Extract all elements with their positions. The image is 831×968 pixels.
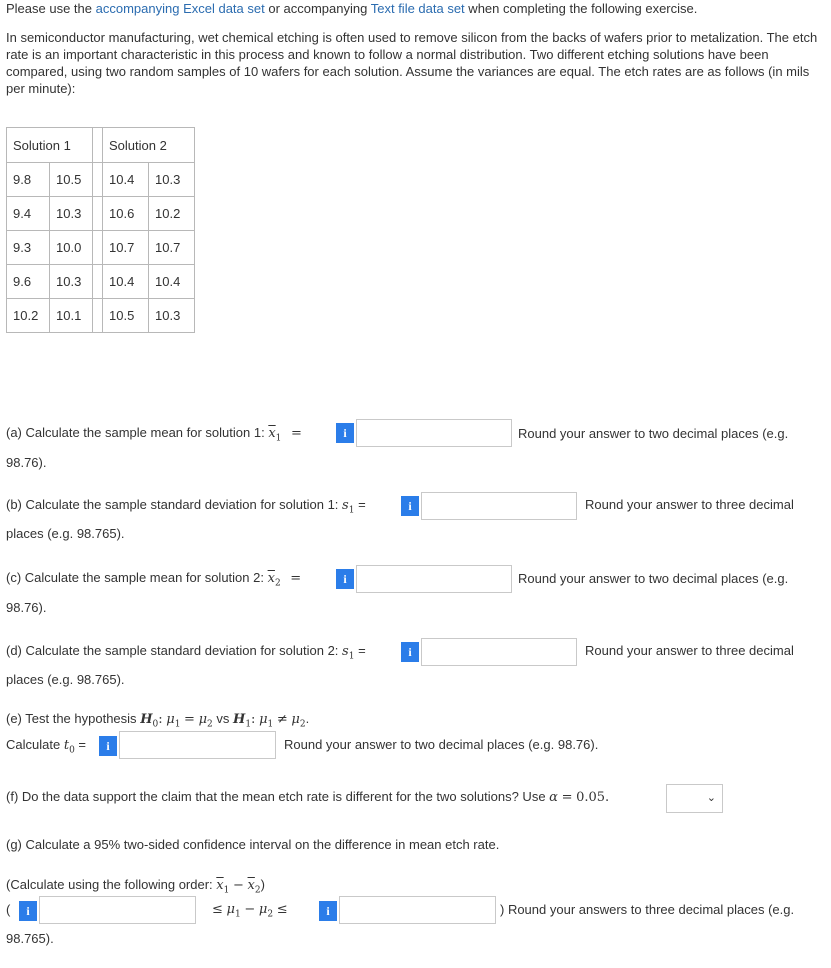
table-gap <box>93 231 103 265</box>
answer-d-input[interactable] <box>421 638 577 666</box>
table-cell: 10.3 <box>50 265 93 299</box>
table-cell: 10.7 <box>103 231 149 265</box>
answer-e-input[interactable] <box>119 731 276 759</box>
rounding-hint-g: ) Round your answers to three decimal places (e.g. <box>500 902 795 917</box>
answer-a-input[interactable] <box>356 419 512 447</box>
answer-f-select[interactable] <box>666 784 723 813</box>
table-cell: 10.6 <box>103 197 149 231</box>
xbar-symbol: $\overline{x}$ <box>216 878 224 893</box>
subscript: 2 <box>267 909 274 920</box>
rounding-hint-c-cont: 98.76). <box>6 600 47 615</box>
question-f-text: (f) Do the data support the claim that the mean etch rate is different for the two solutions? Use <box>6 789 546 804</box>
question-f <box>6 789 609 805</box>
table-cell: 9.3 <box>7 231 50 265</box>
question-b <box>6 497 366 516</box>
question-a-text: (a) Calculate the sample mean for solution 1: <box>6 425 265 440</box>
question-e-calc <box>6 737 86 756</box>
info-icon[interactable]: i <box>19 901 37 921</box>
rounding-hint-a-cont: 98.76). <box>6 455 47 470</box>
intro-line <box>6 0 697 17</box>
table-row <box>7 299 195 333</box>
table-cell: 10.3 <box>149 299 195 333</box>
table-gap <box>93 163 103 197</box>
xbar-symbol: $\overline{x}$ <box>268 426 276 441</box>
ci-inequality <box>212 901 288 920</box>
open-paren: ( <box>6 902 11 917</box>
rounding-hint-g-cont: 98.765). <box>6 931 54 946</box>
info-icon[interactable]: i <box>99 736 117 756</box>
mu-symbol: μ <box>226 902 235 917</box>
table-cell: 10.4 <box>103 163 149 197</box>
colon: : <box>158 712 163 727</box>
table-cell: 10.4 <box>103 265 149 299</box>
xbar-symbol: $\overline{x}$ <box>267 571 275 586</box>
calculate-label: Calculate <box>6 737 61 752</box>
order-label: (Calculate using the following order: <box>6 877 213 892</box>
question-a <box>6 425 302 444</box>
colon: : <box>251 712 256 727</box>
equals-sign: = <box>78 737 87 752</box>
mu-symbol: μ <box>291 712 300 727</box>
table-cell: 10.0 <box>50 231 93 265</box>
subscript: 2 <box>254 885 261 896</box>
ci-lower-input[interactable] <box>39 896 196 924</box>
minus-sign: − <box>244 902 256 917</box>
s-symbol: s <box>342 498 349 513</box>
mu-symbol: μ <box>259 712 268 727</box>
subscript: 0 <box>152 719 159 730</box>
subscript: 1 <box>174 719 181 730</box>
alpha-symbol: α <box>549 790 558 805</box>
table-cell: 10.2 <box>149 197 195 231</box>
subscript: 2 <box>274 578 281 589</box>
table-row <box>7 163 195 197</box>
h0-symbol: H <box>140 712 153 727</box>
le-sign: ≤ <box>276 902 288 917</box>
question-b-text: (b) Calculate the sample standard deviation for solution 1: <box>6 497 339 512</box>
question-c-text: (c) Calculate the sample mean for solution 2: <box>6 570 264 585</box>
subscript: 1 <box>348 505 355 516</box>
table-cell: 10.3 <box>50 197 93 231</box>
xbar-symbol: $\overline{x}$ <box>247 878 255 893</box>
question-c <box>6 570 301 589</box>
mu-symbol: μ <box>166 712 175 727</box>
info-icon[interactable]: i <box>401 642 419 662</box>
mu-symbol: μ <box>258 902 268 917</box>
table-cell: 10.7 <box>149 231 195 265</box>
info-icon[interactable]: i <box>401 496 419 516</box>
table-cell: 10.4 <box>149 265 195 299</box>
problem-text: In semiconductor manufacturing, wet chemical etching is often used to remove silicon from the backs of wafers prior to metalization. The etch rate is an important characteristic in this process and known to follow a normal distribution. Two different etching solutions have been compared, using two random samples of 10 wafers for each solution. Assume the variances are equal. The etch rates are as follows (in mils per minute): <box>6 30 818 96</box>
minus-sign: − <box>233 878 244 893</box>
table-cell: 9.8 <box>7 163 50 197</box>
table-cell: 10.1 <box>50 299 93 333</box>
chevron-down-icon: ⌄ <box>706 792 716 804</box>
info-icon[interactable]: i <box>336 569 354 589</box>
t-symbol: t <box>63 738 70 753</box>
text-data-link[interactable]: Text file data set <box>370 1 465 16</box>
equals-sign: = <box>291 426 302 441</box>
question-d-text: (d) Calculate the sample standard deviation for solution 2: <box>6 643 339 658</box>
table-gap <box>93 128 103 163</box>
equals-sign: = <box>358 497 366 512</box>
question-g: (g) Calculate a 95% two-sided confidence interval on the difference in mean etch rate. <box>6 837 500 852</box>
table-row <box>7 197 195 231</box>
rounding-hint-c: Round your answer to two decimal places (e.g. <box>518 571 789 586</box>
rounding-hint-e: Round your answer to two decimal places (e.g. 98.76). <box>284 737 599 752</box>
etch-rate-table <box>6 127 195 333</box>
rounding-hint-b: Round your answer to three decimal <box>585 497 794 512</box>
vs-text: vs <box>216 711 230 726</box>
rounding-hint-a: Round your answer to two decimal places (e.g. <box>518 426 789 441</box>
rounding-hint-d-cont: places (e.g. 98.765). <box>6 672 125 687</box>
equals-sign: = <box>561 790 573 805</box>
subscript: 1 <box>223 885 230 896</box>
alpha-value: 0.05. <box>576 790 610 805</box>
subscript: 1 <box>234 909 241 920</box>
table-gap <box>93 265 103 299</box>
table-cell: 10.5 <box>103 299 149 333</box>
subscript: 1 <box>275 433 282 444</box>
answer-c-input[interactable] <box>356 565 512 593</box>
intro-middle: or accompanying <box>264 1 371 16</box>
equals-sign: = <box>184 712 195 727</box>
table-cell: 10.2 <box>7 299 50 333</box>
table-row <box>7 231 195 265</box>
question-e-text: (e) Test the hypothesis <box>6 711 137 726</box>
table-cell: 10.5 <box>50 163 93 197</box>
question-e-hypothesis <box>6 711 309 730</box>
subscript: 1 <box>245 719 252 730</box>
table-gap <box>93 197 103 231</box>
subscript: 2 <box>207 719 213 730</box>
period: . <box>305 711 310 726</box>
intro-prefix: Please use the <box>6 1 96 16</box>
subscript: 1 <box>348 651 355 662</box>
subscript: 0 <box>69 745 75 756</box>
equals-sign: = <box>358 643 366 658</box>
table-row <box>7 265 195 299</box>
question-d <box>6 643 366 662</box>
rounding-hint-b-cont: places (e.g. 98.765). <box>6 526 125 541</box>
info-icon[interactable]: i <box>336 423 354 443</box>
question-g-order <box>6 877 265 896</box>
table-header-solution-2: Solution 2 <box>103 128 195 163</box>
not-equal-sign: ≠ <box>276 712 288 727</box>
table-cell: 9.4 <box>7 197 50 231</box>
close-paren: ) <box>260 877 265 892</box>
rounding-hint-d: Round your answer to three decimal <box>585 643 794 658</box>
mu-symbol: μ <box>198 712 208 727</box>
info-icon[interactable]: i <box>319 901 337 921</box>
excel-data-link[interactable]: accompanying Excel data set <box>95 1 265 16</box>
table-gap <box>93 299 103 333</box>
ci-upper-input[interactable] <box>339 896 496 924</box>
table-cell: 9.6 <box>7 265 50 299</box>
le-sign: ≤ <box>212 902 223 917</box>
s-symbol: s <box>342 644 349 659</box>
subscript: 1 <box>267 719 274 730</box>
subscript: 2 <box>299 719 306 730</box>
answer-b-input[interactable] <box>421 492 577 520</box>
equals-sign: = <box>290 571 302 586</box>
intro-suffix: when completing the following exercise. <box>464 1 698 16</box>
table-cell: 10.3 <box>149 163 195 197</box>
table-header-solution-1: Solution 1 <box>7 128 93 163</box>
h1-symbol: H <box>233 712 246 727</box>
